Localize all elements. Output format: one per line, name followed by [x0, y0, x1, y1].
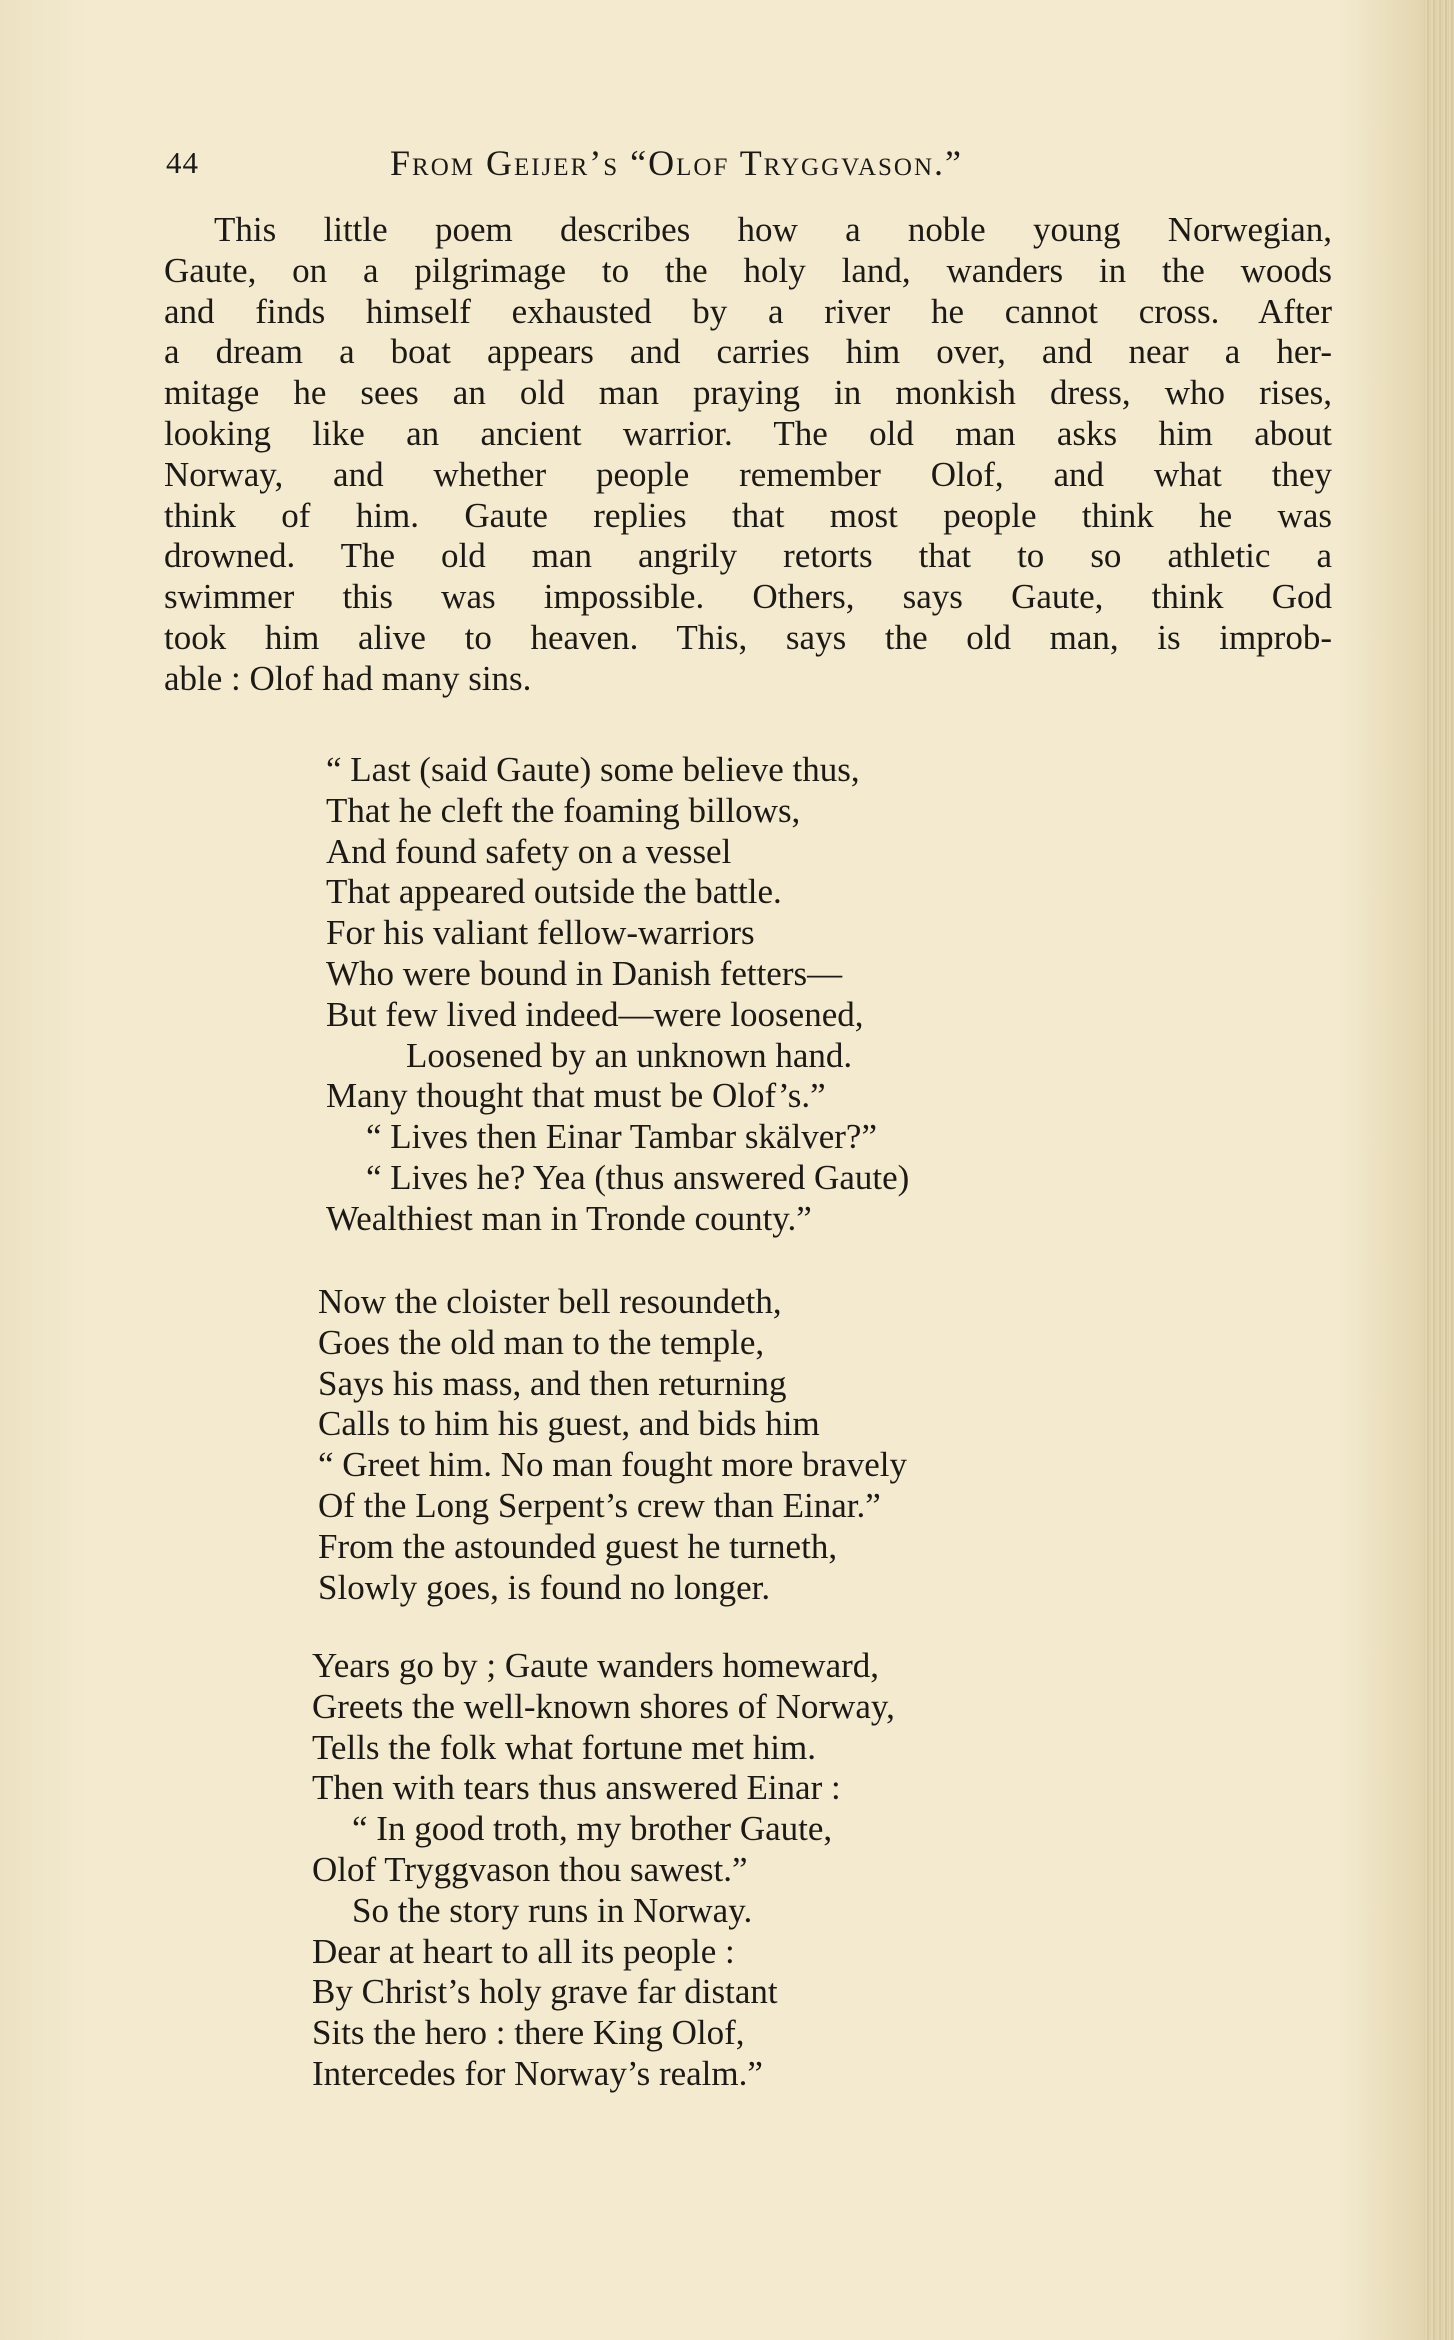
prose-line: and finds himself exhausted by a river he cannot cross. After	[164, 291, 1332, 331]
prose-paragraph	[164, 210, 1332, 700]
verse-line: Intercedes for Norway’s realm.”	[312, 2053, 763, 2093]
prose-line: mitage he sees an old man praying in monkish dress, who rises,	[164, 373, 1332, 413]
verse-line: Tells the folk what fortune met him.	[312, 1727, 816, 1767]
verse-line: Goes the old man to the temple,	[318, 1322, 765, 1362]
verse-line: Dear at heart to all its people :	[312, 1931, 735, 1971]
verse-line: Years go by ; Gaute wanders homeward,	[312, 1646, 880, 1685]
verse-line: “ Last (said Gaute) some believe thus,	[326, 750, 860, 789]
verse-line: For his valiant fellow-warriors	[326, 913, 755, 953]
verse-line: Then with tears thus answered Einar :	[312, 1768, 841, 1808]
prose-line: took him alive to heaven. This, says the old man, is improb-	[164, 617, 1332, 657]
prose-line: Gaute, on a pilgrimage to the holy land, wanders in the woods	[164, 250, 1332, 290]
verse-line: Loosened by an unknown hand.	[406, 1035, 853, 1075]
prose-line: able : Olof had many sins.	[164, 658, 532, 698]
poem-stanza-2	[318, 1282, 907, 1608]
verse-line: Calls to him his guest, and bids him	[318, 1404, 820, 1444]
running-head	[166, 138, 1126, 188]
verse-line: “ In good troth, my brother Gaute,	[352, 1809, 833, 1849]
prose-line: swimmer this was impossible. Others, says Gaute, think God	[164, 577, 1332, 617]
verse-line: And found safety on a vessel	[326, 831, 732, 871]
page-edge	[1424, 0, 1454, 2340]
verse-line: “ Lives he? Yea (thus answered Gaute)	[366, 1157, 910, 1197]
prose-line: looking like an ancient warrior. The old man asks him about	[164, 413, 1332, 453]
prose-line: think of him. Gaute replies that most people think he was	[164, 495, 1332, 535]
page-number: 44	[166, 145, 199, 180]
verse-line: Greets the well-known shores of Norway,	[312, 1686, 895, 1726]
running-title: From Geijer’s “Olof Tryggvason.”	[390, 143, 964, 183]
poem-stanza-1	[326, 750, 909, 1240]
verse-line: “ Lives then Einar Tambar skälver?”	[366, 1117, 877, 1157]
verse-line: But few lived indeed—were loosened,	[326, 994, 864, 1034]
verse-line: From the astounded guest he turneth,	[318, 1526, 838, 1566]
verse-line: By Christ’s holy grave far distant	[312, 1972, 778, 2012]
verse-line: That appeared outside the battle.	[326, 872, 782, 912]
prose-line: drowned. The old man angrily retorts that to so athletic a	[164, 536, 1332, 576]
verse-line: Who were bound in Danish fetters—	[326, 953, 843, 993]
verse-line: Olof Tryggvason thou sawest.”	[312, 1849, 748, 1889]
prose-line: a dream a boat appears and carries him over, and near a her-	[164, 332, 1332, 372]
verse-line: Now the cloister bell resoundeth,	[318, 1282, 782, 1321]
verse-line: That he cleft the foaming billows,	[326, 790, 801, 830]
prose-line: Norway, and whether people remember Olof, and what they	[164, 454, 1332, 494]
prose-line: This little poem describes how a noble young Norwegian,	[214, 210, 1332, 249]
verse-line: Says his mass, and then returning	[318, 1363, 787, 1403]
verse-line: Many thought that must be Olof’s.”	[326, 1076, 826, 1116]
verse-line: So the story runs in Norway.	[352, 1890, 753, 1930]
verse-line: Of the Long Serpent’s crew than Einar.”	[318, 1485, 881, 1525]
verse-line: Wealthiest man in Tronde county.”	[326, 1198, 812, 1238]
verse-line: Sits the hero : there King Olof,	[312, 2013, 745, 2053]
verse-line: Slowly goes, is found no longer.	[318, 1567, 771, 1607]
verse-line: “ Greet him. No man fought more bravely	[318, 1445, 907, 1485]
poem-stanza-3	[312, 1646, 895, 2095]
